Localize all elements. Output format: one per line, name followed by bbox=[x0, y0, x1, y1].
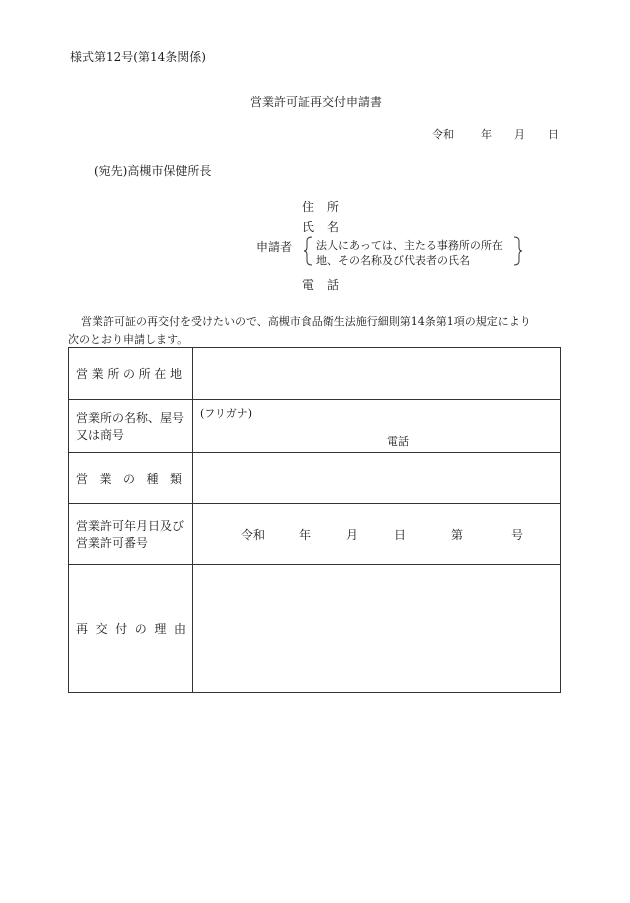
addressee: (宛先)高槻市保健所長 bbox=[94, 164, 212, 178]
name-label-1: 氏 bbox=[302, 220, 315, 234]
form-number: 様式第12号(第14条関係) bbox=[70, 50, 206, 64]
body-text-line2: 次のとおり申請します。 bbox=[68, 333, 189, 346]
reason-label-char: 再 bbox=[76, 622, 89, 636]
permit-day: 日 bbox=[394, 528, 407, 542]
reason-label-char: 交 bbox=[95, 622, 108, 636]
business-name-label-line1: 営業所の名称、屋号 bbox=[76, 411, 185, 425]
business-type-label-char: 営 bbox=[76, 471, 89, 486]
permit-label bbox=[69, 504, 193, 565]
body-text-line1: 営業許可証の再交付を受けたいので、高槻市食品衛生法施行細則第14条第1項の規定により bbox=[81, 315, 531, 328]
table-row-reason bbox=[69, 565, 561, 693]
business-type-label-char: 業 bbox=[99, 471, 112, 486]
location-label-char: 業 bbox=[91, 367, 104, 381]
permit-year: 年 bbox=[299, 528, 312, 542]
permit-label-line2: 営業許可番号 bbox=[76, 536, 149, 550]
permit-number-prefix: 第 bbox=[451, 528, 464, 542]
address-label-2: 所 bbox=[327, 200, 340, 214]
reason-label-char: 理 bbox=[154, 622, 167, 636]
corporate-note-line2: 地、その名称及び代表者の氏名 bbox=[316, 254, 470, 267]
location-label bbox=[69, 348, 193, 400]
name-label-2: 名 bbox=[327, 220, 340, 234]
permit-era: 令和 bbox=[241, 528, 266, 542]
applicant-label: 申請者 bbox=[256, 240, 293, 254]
location-label-char: 在 bbox=[154, 367, 167, 381]
application-table bbox=[68, 347, 561, 693]
reason-label-char: 由 bbox=[173, 622, 186, 636]
left-bracket-icon bbox=[304, 236, 314, 266]
phone-label-2: 話 bbox=[327, 278, 340, 292]
location-label-char: 所 bbox=[107, 367, 120, 381]
business-name-label-line2: 又は商号 bbox=[76, 428, 125, 442]
location-label-char: 営 bbox=[76, 367, 89, 381]
address-label-1: 住 bbox=[302, 200, 315, 214]
business-type-label-char: 類 bbox=[169, 471, 182, 486]
location-label-char: 地 bbox=[169, 367, 182, 381]
permit-label-line1: 営業許可年月日及び bbox=[76, 519, 185, 533]
reason-label-char: 付 bbox=[115, 622, 128, 636]
date-day: 日 bbox=[548, 128, 559, 141]
date-year: 年 bbox=[481, 128, 492, 141]
business-phone-label: 電話 bbox=[387, 435, 409, 448]
permit-number-suffix: 号 bbox=[511, 528, 524, 542]
table-row-location bbox=[69, 348, 561, 400]
corporate-note bbox=[304, 236, 522, 266]
date-month: 月 bbox=[514, 128, 525, 141]
furigana-label: (フリガナ) bbox=[200, 407, 253, 420]
permit-month: 月 bbox=[346, 528, 359, 542]
business-name-value[interactable] bbox=[193, 400, 561, 453]
right-bracket-icon bbox=[512, 236, 522, 266]
location-value[interactable] bbox=[193, 348, 561, 400]
business-type-value[interactable] bbox=[193, 453, 561, 504]
location-label-char: 所 bbox=[138, 367, 151, 381]
reason-label-char: の bbox=[134, 622, 147, 636]
location-label-char: の bbox=[122, 367, 135, 381]
permit-value[interactable] bbox=[193, 504, 561, 565]
business-type-label bbox=[69, 453, 193, 504]
table-row-permit bbox=[69, 504, 561, 565]
business-name-label bbox=[69, 400, 193, 453]
table-row-business-name bbox=[69, 400, 561, 453]
reason-label bbox=[69, 565, 193, 693]
business-type-label-char: の bbox=[122, 471, 135, 486]
document-title: 営業許可証再交付申請書 bbox=[250, 95, 383, 109]
table-row-business-type bbox=[69, 453, 561, 504]
date-era: 令和 bbox=[432, 128, 454, 141]
phone-label-1: 電 bbox=[302, 278, 315, 292]
reason-value[interactable] bbox=[193, 565, 561, 693]
business-type-label-char: 種 bbox=[146, 471, 159, 486]
corporate-note-line1: 法人にあっては、主たる事務所の所在 bbox=[316, 239, 503, 252]
